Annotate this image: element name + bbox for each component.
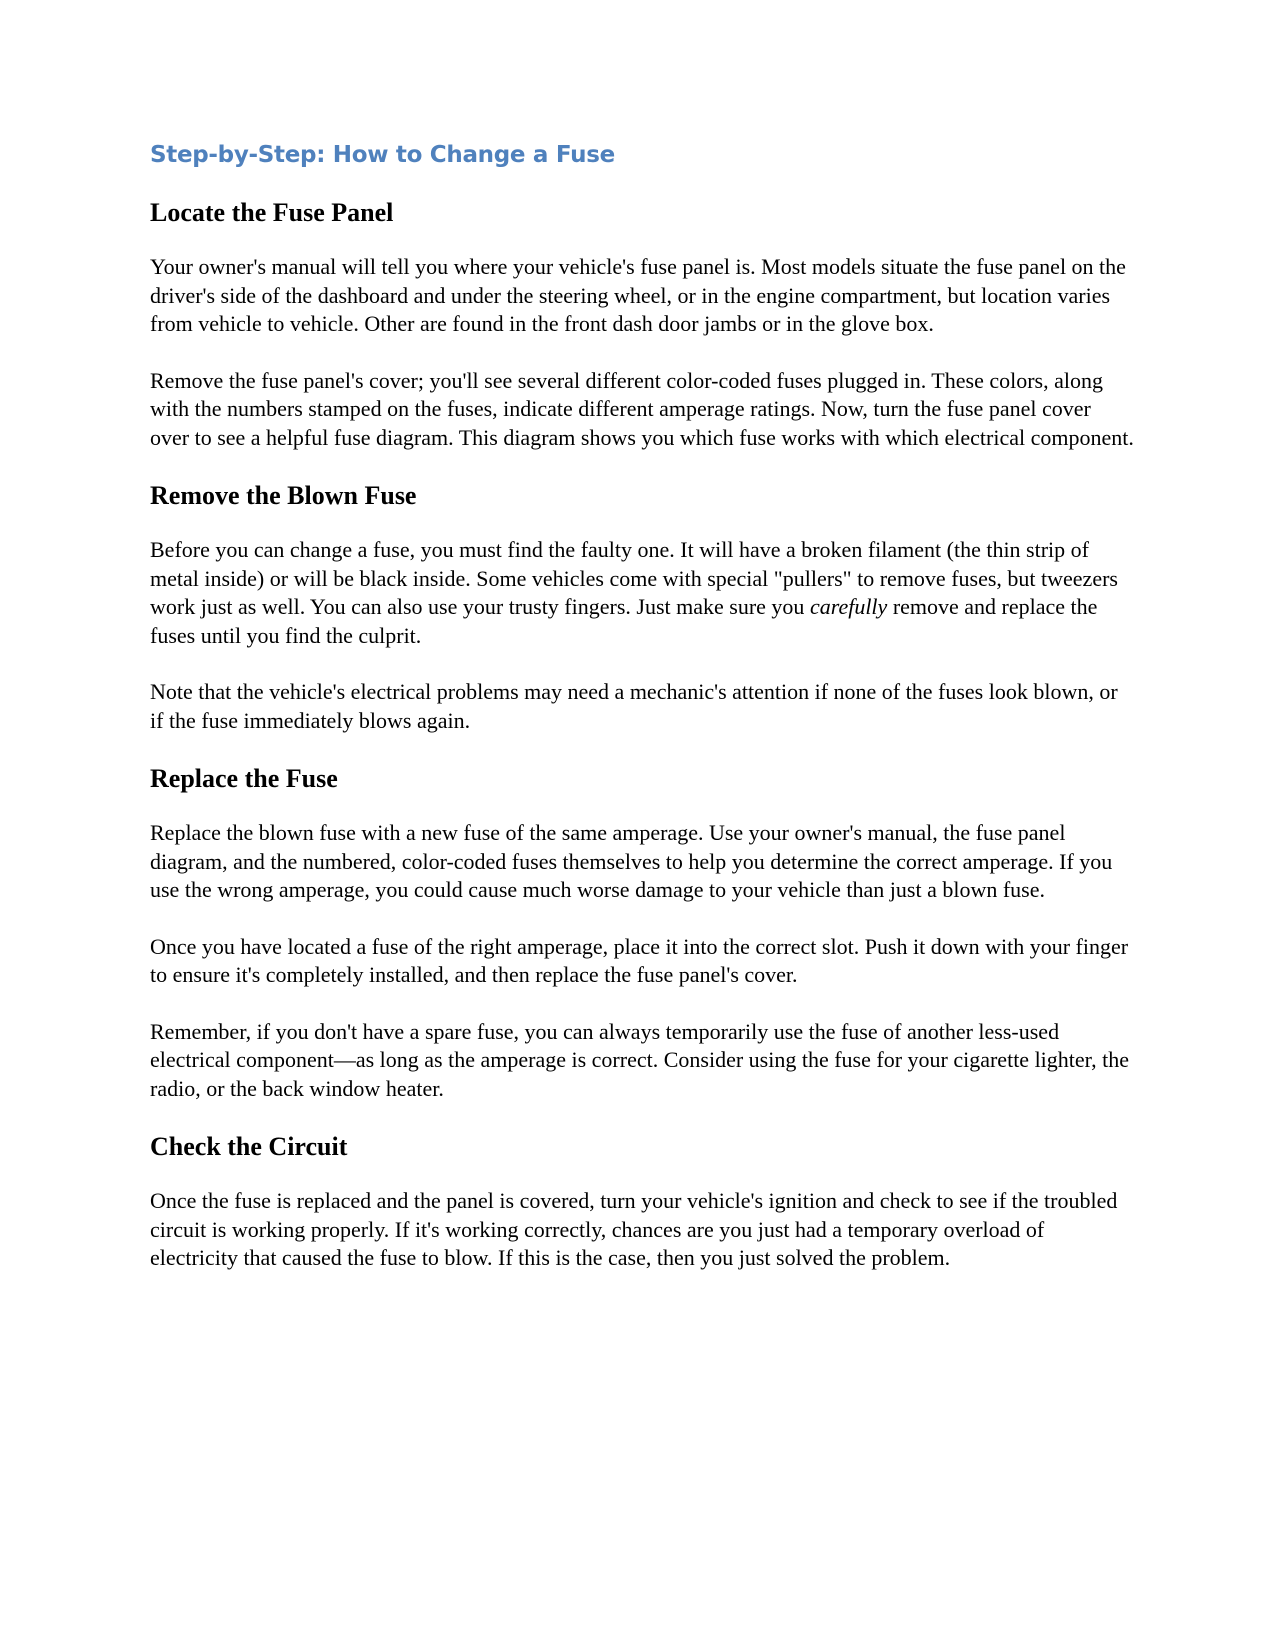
paragraph bbox=[150, 536, 1135, 650]
paragraph-text: Before you can change a fuse, you must find the faulty one. It will have a broken filament (the thin strip of metal inside) or will be black inside. Some vehicles come with special "pullers" to remove fuses, but tweezers work just as well. You can also use your trusty fingers. Just make sure you bbox=[150, 537, 1118, 619]
section-check-circuit bbox=[150, 1131, 1135, 1273]
section-remove-blown-fuse bbox=[150, 480, 1135, 735]
paragraph: Remove the fuse panel's cover; you'll see several different color-coded fuses plugged in. These colors, along with the numbers stamped on the fuses, indicate different amperage ratings. Now, turn the fuse panel cover over to see a helpful fuse diagram. This diagram shows you which fuse works with which electrical component. bbox=[150, 367, 1134, 450]
document-title: Step-by-Step: How to Change a Fuse bbox=[150, 142, 615, 168]
paragraph: Note that the vehicle's electrical problems may need a mechanic's attention if none of the fuses look blown, or if the fuse immediately blows again. bbox=[150, 679, 1118, 733]
paragraph: Replace the blown fuse with a new fuse of the same amperage. Use your owner's manual, the fuse panel diagram, and the numbered, color-coded fuses themselves to help you determine the correct amperage. If you use the wrong amperage, you could cause much worse damage to your vehicle than just a blown fuse. bbox=[150, 820, 1113, 902]
paragraph: Your owner's manual will tell you where your vehicle's fuse panel is. Most models situate the fuse panel on the driver's side of the dashboard and under the steering wheel, or in the engine compartment, but location varies from vehicle to vehicle. Other are found in the front dash door jambs or in the glove box. bbox=[150, 254, 1126, 336]
emphasis-text: carefully bbox=[809, 594, 888, 619]
document-page bbox=[150, 140, 1135, 1301]
paragraph: Once you have located a fuse of the right amperage, place it into the correct slot. Push it down with your finger to ensure it's completely installed, and then replace the fuse panel's cover. bbox=[150, 933, 1129, 987]
section-heading: Replace the Fuse bbox=[150, 764, 338, 793]
paragraph: Once the fuse is replaced and the panel is covered, turn your vehicle's ignition and check to see if the troubled circuit is working properly. If it's working correctly, chances are you just had a temporary overload of electricity that caused the fuse to blow. If this is the case, then you just solved the problem. bbox=[150, 1188, 1118, 1270]
section-heading: Locate the Fuse Panel bbox=[150, 198, 394, 227]
section-replace-fuse bbox=[150, 763, 1135, 1103]
paragraph: Remember, if you don't have a spare fuse, you can always temporarily use the fuse of another less-used electrical component—as long as the amperage is correct. Consider using the fuse for your cigarette lighter, the radio, or the back window heater. bbox=[150, 1018, 1129, 1101]
section-heading: Check the Circuit bbox=[150, 1132, 348, 1161]
section-heading: Remove the Blown Fuse bbox=[150, 481, 417, 510]
paragraph-text: remove and replace the fuses until you find the culprit. bbox=[150, 594, 1098, 648]
section-locate-fuse-panel bbox=[150, 197, 1135, 452]
